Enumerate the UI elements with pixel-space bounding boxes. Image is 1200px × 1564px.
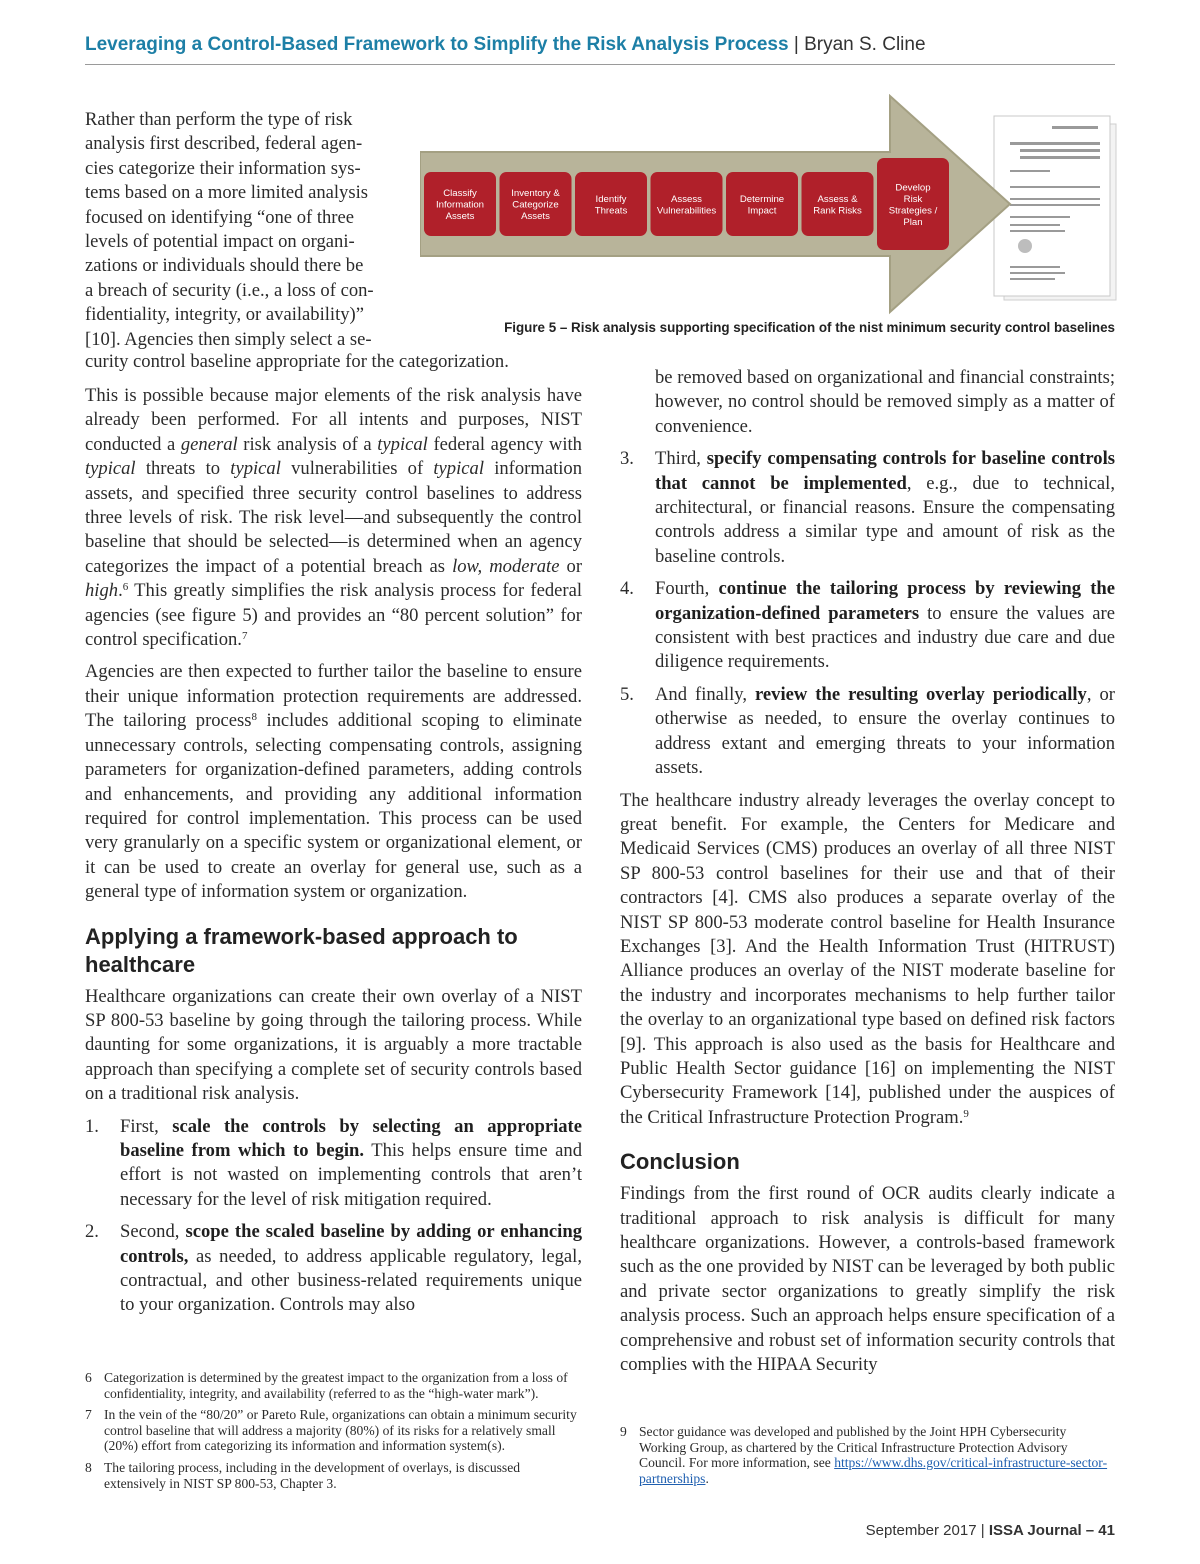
- process-step: [575, 172, 647, 236]
- process-step-label: Assets: [521, 211, 550, 222]
- process-step-label: Vulnerabilities: [656, 205, 717, 217]
- intro-line: [10]. Agencies then simply select a se-: [85, 328, 372, 350]
- process-step: [726, 172, 798, 236]
- footnote: 9 Sector guidance was developed and published by the Joint HPH Cybersecurity Working Group, as chartered by the Critical Infrastructure Protection Advisory Council. For more information, see https://www.dhs.gov/critical-infrastructure-sector-partnerships.: [620, 1424, 1108, 1486]
- list-item: 3. Third, specify compensating controls for baseline controls that cannot be implemented, e.g., due to technical, architectural, or financial reasons. Ensure the compensating controls address a similar type and amount of risk as the baseline controls.: [620, 448, 1115, 567]
- process-step-label: Assess &: [817, 193, 858, 205]
- intro-paragraph: [85, 108, 405, 352]
- footnote-ref-7: 7: [241, 630, 248, 643]
- process-step-label: Strategies /: [888, 205, 938, 217]
- tailoring-steps-list-continued: [620, 447, 1115, 780]
- footnote-ref-9: 9: [963, 1107, 969, 1120]
- footer-date: September 2017: [865, 1522, 977, 1539]
- tailoring-steps-list: [85, 1115, 582, 1318]
- process-step: [877, 158, 949, 250]
- process-step-label: Rank Risks: [813, 205, 862, 217]
- list-item: 5. And finally, review the resulting overlay periodically, or otherwise as needed, to ensure the overlay continues to address extant and emerging threats to your information assets.: [620, 683, 1115, 779]
- section-heading-conclusion: Conclusion: [620, 1149, 740, 1175]
- intro-line: analysis first described, federal agen-: [85, 133, 363, 155]
- process-step-label: Threats: [594, 205, 628, 217]
- paragraph-tailoring: Agencies are then expected to further tailor the baseline to ensure their unique information protection requirements are addressed. The tailoring process$^8$ includes additional scoping to eliminate unnecessary controls, selecting compensating controls, assigning parameters for organization-defined parameters, adding controls and enhancements, and providing any additional information required for control implementation. This process can be used very granularly on a specific system or organizational element, or it can be used to create an overlay for general use, such as a general type of information system or organization.: [85, 661, 582, 903]
- figure-caption: Figure 5 – Risk analysis supporting specification of the nist minimum security control baselines: [504, 320, 1115, 335]
- footer-page: – 41: [1085, 1522, 1115, 1539]
- process-step-label: Identify: [595, 193, 627, 205]
- left-column: [85, 384, 582, 1326]
- paragraph-nist-analysis: This is possible because major elements of the risk analysis have already been performed. For all intents and purposes, NIST conducted a general risk analysis of a typical federal agency with typical threats to typical vulnerabilities of typical information assets, and specified three security control baselines to address three levels of risk. The risk level—and subsequently the control baseline that should be selected—is determined when an agency categorizes the impact of a potential breach as low, moderate or high.$^6$ This greatly simplifies the risk analysis process for federal agencies (see figure 5) and provides an “80 percent solution” for control specification.$^7$: [85, 385, 583, 651]
- process-step: [500, 172, 572, 236]
- header-separator: |: [793, 34, 799, 55]
- process-step-label: Determine: [739, 193, 785, 205]
- intro-line: focused on identifying “one of three: [85, 206, 355, 228]
- header-title: Leveraging a Control-Based Framework to Simplify the Risk Analysis Process: [85, 34, 789, 55]
- intro-line: Rather than perform the type of risk: [85, 109, 353, 130]
- footnote: 8 The tailoring process, including in the development of overlays, is discussed extensively in NIST SP 800-53, Chapter 3.: [85, 1459, 521, 1491]
- process-step: [424, 172, 496, 236]
- footnote-ref-8: 8: [251, 711, 258, 724]
- intro-line: cies categorize their information sys-: [85, 157, 361, 179]
- intro-paragraph-end: curity control baseline appropriate for the categorization.: [85, 351, 509, 372]
- process-step-label: Assets: [445, 211, 475, 222]
- footer-journal: ISSA Journal: [988, 1522, 1082, 1539]
- header-rule: [85, 64, 1115, 65]
- footnotes-right: [620, 1424, 1115, 1492]
- paragraph-healthcare-overlay: Healthcare organizations can create their own overlay of a NIST SP 800-53 baseline by going through the tailoring process. While daunting for some organizations, it is arguably a more tractable approach than specifying a complete set of security controls based on a traditional risk analysis.: [85, 985, 582, 1105]
- right-column: [620, 366, 1115, 1385]
- dhs-link[interactable]: https://www.dhs.gov/critical-infrastructure-sector-partnerships: [639, 1455, 1108, 1486]
- footer-separator: |: [980, 1522, 985, 1539]
- intro-line: zations or individuals should there be: [85, 255, 364, 277]
- paragraph-healthcare-industry: The healthcare industry already leverages the overlay concept to great benefit. For example, the Centers for Medicare and Medicaid Services (CMS) produces an overlay of all three NIST SP 800-53 control baselines for their use and that of their contractors [4]. CMS also produces a separate overlay of the NIST SP 800-53 moderate control baseline for Health Insurance Exchanges [3]. And the Health Information Trust (HITRUST) Alliance produces an overlay of the NIST moderate baseline for the industry and incorporates mechanisms to help further tailor the overlay to an organizational type based on defined risk factors [9]. This approach is also used as the basis for Healthcare and Public Health Sector guidance [16] on implementing the NIST Cybersecurity Framework [14], published under the auspices of the Critical Infrastructure Protection Program.$^9$: [620, 789, 1115, 1128]
- footnote: 7 In the vein of the “80/20” or Pareto Rule, organizations can obtain a minimum security control baseline that will address a majority (80%) of its risks for a relatively small (20%) effort from categorizing its information and information system(s).: [85, 1407, 577, 1454]
- footnote-ref-6: 6: [122, 581, 129, 594]
- paragraph-conclusion: Findings from the first round of OCR audits clearly indicate a traditional approach to risk analysis is difficult for many healthcare organizations. However, a controls-based framework such as the one provided by NIST can be leveraged by both public and private sector organizations to greatly simplify the risk analysis process. Such an approach helps ensure specification of a comprehensive and robust set of information security controls that complies with the HIPAA Security: [620, 1183, 1115, 1376]
- process-step-label: Risk: [903, 193, 923, 205]
- list-item: 2. Second, scope the scaled baseline by adding or enhancing controls, as needed, to address applicable regulatory, legal, contractual, and other business-related requirements unique to your organization. Controls may also: [85, 1221, 582, 1316]
- intro-line: levels of potential impact on organi-: [85, 231, 355, 253]
- process-step-label: Inventory &: [511, 188, 560, 199]
- list-item-continued: be removed based on organizational and financial constraints; however, no control should be removed simply as a matter of convenience.: [655, 367, 1115, 437]
- process-step-label: Information: [436, 199, 484, 211]
- intro-line: fidentiality, integrity, or availability)”: [85, 304, 364, 326]
- process-step-label: Plan: [903, 216, 923, 228]
- process-step: [651, 172, 723, 236]
- process-step-label: Develop: [895, 182, 931, 194]
- header-author: Bryan S. Cline: [804, 34, 926, 55]
- intro-line: tems based on a more limited analysis: [85, 182, 368, 204]
- running-header: [85, 34, 1115, 56]
- section-heading-healthcare: Applying a framework-based approach to healthcare: [85, 923, 518, 977]
- process-arrow-diagram: [420, 94, 1118, 322]
- footnote: 6 Categorization is determined by the greatest impact to the organization from a loss of confidentiality, integrity, and availability (referred to as the “high-water mark”).: [85, 1370, 568, 1401]
- intro-line: a breach of security (i.e., a loss of con-: [85, 279, 374, 301]
- page-footer: [866, 1522, 1115, 1539]
- footnotes-left: [85, 1370, 582, 1497]
- process-step: [802, 172, 874, 236]
- figure-risk-process: [420, 94, 1118, 322]
- list-item: 1. First, scale the controls by selecting an appropriate baseline from which to begin. This helps ensure time and effort is not wasted on implementing controls that aren’t necessary for the level of risk mitigation required.: [85, 1115, 583, 1210]
- process-step-label: Impact: [747, 205, 777, 217]
- process-step-label: Categorize: [512, 199, 559, 211]
- list-item: 4. Fourth, continue the tailoring process by reviewing the organization-defined parameters to ensure the values are consistent with best practices and industry due care and due diligence requirements.: [620, 578, 1116, 673]
- process-step-label: Classify: [443, 188, 477, 199]
- process-step-label: Assess: [671, 193, 702, 205]
